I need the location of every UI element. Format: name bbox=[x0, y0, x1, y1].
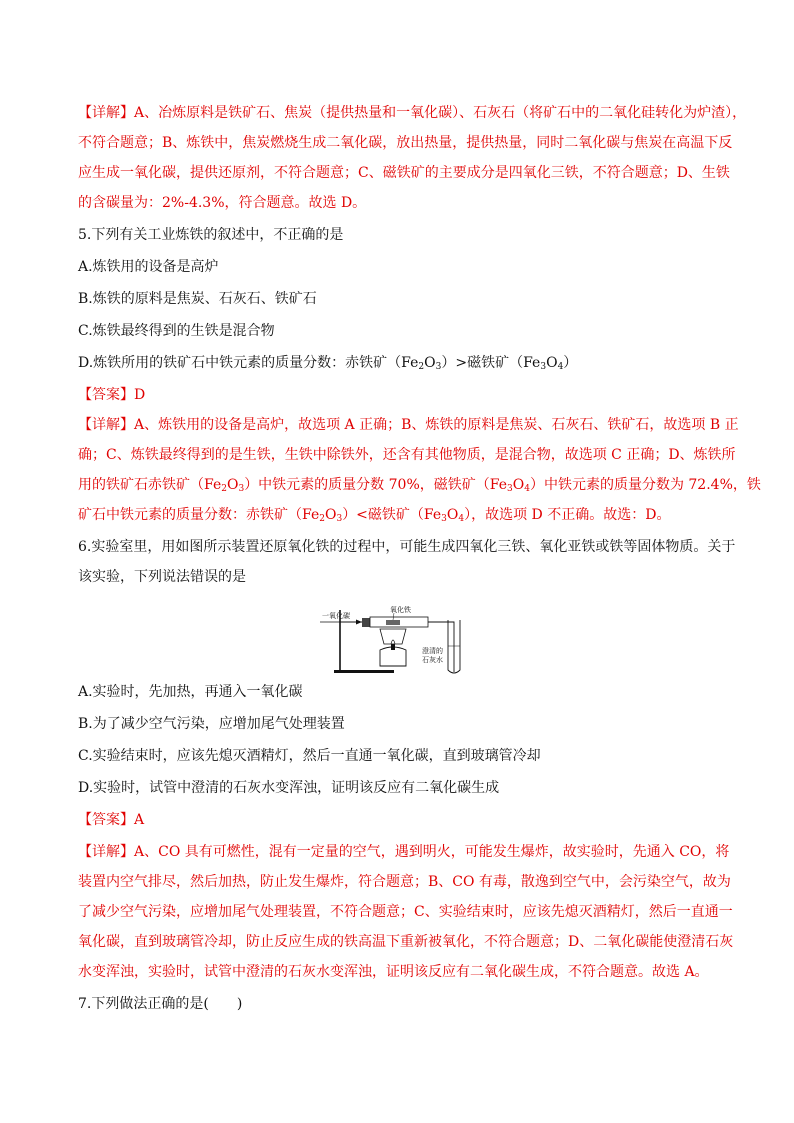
text-segment: 【详解】A、冶炼原料是铁矿石、焦炭（提供热量和一氧化碳）、石灰石（将矿石中的二氧化硅转化为炉渣）， bbox=[78, 105, 747, 121]
apparatus-diagram bbox=[318, 606, 478, 676]
co-reduction-apparatus-figure bbox=[318, 606, 478, 676]
text-segment: 装置内空气排尽，然后加热，防止发生爆炸，符合题意；B、CO 有毒，散逸到空气中，会污染空气，故为 bbox=[78, 874, 731, 890]
subscript: 2 bbox=[319, 514, 325, 524]
rubber-stopper bbox=[362, 618, 370, 627]
text-segment: C.实验结束时，应该先熄灭酒精灯，然后一直通一氧化碳，直到玻璃管冷却 bbox=[78, 748, 541, 764]
text-segment: A.炼铁用的设备是高炉 bbox=[78, 259, 219, 275]
question-5-option-d bbox=[78, 353, 718, 373]
text-segment: 5.下列有关工业炼铁的叙述中，不正确的是 bbox=[78, 227, 344, 243]
question-5-option-b bbox=[78, 289, 718, 309]
explanation-q6-line-4 bbox=[78, 932, 734, 952]
text-segment: 7.下列做法正确的是( ) bbox=[78, 996, 243, 1012]
text-segment: 【答案】D bbox=[78, 387, 146, 403]
question-6-option-a bbox=[78, 682, 718, 702]
text-segment: B.为了减少空气污染，应增加尾气处理装置 bbox=[78, 716, 345, 732]
text-segment: 氧化碳，直到玻璃管冷却，防止反应生成的铁高温下重新被氧化，不符合题意；D、二氧化碳能使澄清石灰 bbox=[78, 934, 734, 950]
subscript: 3 bbox=[507, 484, 513, 494]
explanation-q6-line-2 bbox=[78, 872, 731, 892]
subscript: 3 bbox=[435, 362, 442, 372]
iron-stand-base bbox=[334, 670, 394, 673]
text-segment: 应生成一氧化碳，提供还原剂，不符合题意；C、磁铁矿的主要成分是四氧化三铁，不符合题意；D、生铁 bbox=[78, 165, 730, 181]
text-segment: ） bbox=[563, 355, 578, 371]
ferric-oxide-sample bbox=[386, 620, 400, 625]
text-segment: 了减少空气污染，应增加尾气处理装置，不符合题意；C、实验结束时，应该先熄灭酒精灯，然后一直通一 bbox=[78, 904, 733, 920]
subscript: 3 bbox=[238, 484, 245, 494]
label-fe2o3: 氧化铁 bbox=[390, 606, 411, 614]
text-segment: 确；C、炼铁最终得到的是生铁，生铁中除铁外，还含有其他物质，是混合物，故选项 C 正确；D、炼铁所 bbox=[78, 447, 736, 463]
label-limewater-1: 澄清的 bbox=[422, 647, 443, 655]
text-segment: B.炼铁的原料是焦炭、石灰石、铁矿石 bbox=[78, 291, 317, 307]
text-segment: O bbox=[512, 477, 525, 493]
question-6-option-d bbox=[78, 778, 718, 798]
text-segment: ）中铁元素的质量分数为 72.4%，铁 bbox=[529, 477, 761, 493]
text-segment: O bbox=[226, 477, 239, 493]
explanation-q5-line-1 bbox=[78, 415, 739, 435]
text-segment: O bbox=[424, 355, 436, 371]
question-6-option-b bbox=[78, 714, 718, 734]
answer-q5 bbox=[78, 385, 718, 405]
question-6-option-c bbox=[78, 746, 718, 766]
lamp-wire-gauze bbox=[380, 629, 406, 644]
subscript: 2 bbox=[221, 484, 227, 494]
label-co: 一氧化碳 bbox=[322, 612, 350, 620]
text-segment: D.炼铁所用的铁矿石中铁元素的质量分数：赤铁矿（Fe bbox=[78, 355, 419, 371]
text-segment: 6.实验室里，用如图所示装置还原氧化铁的过程中，可能生成四氧化三铁、氧化亚铁或铁等固体物质。关于 bbox=[78, 539, 736, 555]
question-5-option-c bbox=[78, 321, 718, 341]
text-segment: D.实验时，试管中澄清的石灰水变浑浊，证明该反应有二氧化碳生成 bbox=[78, 780, 500, 796]
question-6-stem-line-2 bbox=[78, 567, 718, 587]
question-7-stem bbox=[78, 994, 718, 1014]
subscript: 4 bbox=[524, 484, 530, 494]
text-segment: O bbox=[324, 507, 337, 523]
question-6-stem-line-1 bbox=[78, 537, 736, 557]
text-segment: 【详解】A、CO 具有可燃性，混有一定量的空气，遇到明火，可能发生爆炸，故实验时，先通入 CO，将 bbox=[78, 844, 730, 860]
subscript: 3 bbox=[441, 514, 447, 524]
explanation-q5-line-4 bbox=[78, 505, 718, 525]
text-segment: 的含碳量为：2%-4.3%，符合题意。故选 D。 bbox=[78, 195, 367, 211]
explanation-q6-line-1 bbox=[78, 842, 730, 862]
text-segment: O bbox=[446, 507, 459, 523]
explanation-q5-line-2 bbox=[78, 445, 736, 465]
text-segment: O bbox=[546, 355, 558, 371]
explanation-q5-line-3 bbox=[78, 475, 761, 495]
text-segment: 不符合题意；B、炼铁中，焦炭燃烧生成二氧化碳，放出热量，提供热量，同时二氧化碳与焦炭在高温下反 bbox=[78, 135, 733, 151]
explanation-q4-line-4 bbox=[78, 193, 718, 213]
lamp-flame bbox=[391, 640, 395, 644]
subscript: 4 bbox=[557, 362, 564, 372]
text-segment: 用的铁矿石赤铁矿（Fe bbox=[78, 477, 222, 493]
text-segment: A.实验时，先加热，再通入一氧化碳 bbox=[78, 684, 303, 700]
explanation-q4-line-3 bbox=[78, 163, 730, 183]
text-segment: ），故选项 D 不正确。故选：D。 bbox=[464, 507, 671, 523]
label-fe2o3-pointer bbox=[393, 613, 394, 620]
explanation-q6-line-3 bbox=[78, 902, 733, 922]
text-segment: ）>磁铁矿（Fe bbox=[441, 355, 541, 371]
text-segment: 【详解】A、炼铁用的设备是高炉，故选项 A 正确；B、炼铁的原料是焦炭、石灰石、铁矿石，故选项 B 正 bbox=[78, 417, 739, 433]
subscript: 3 bbox=[336, 514, 343, 524]
subscript: 2 bbox=[418, 362, 425, 372]
explanation-q4-line-2 bbox=[78, 133, 733, 153]
answer-q6 bbox=[78, 810, 718, 830]
text-segment: ）<磁铁矿（Fe bbox=[342, 507, 442, 523]
question-5-stem bbox=[78, 225, 718, 245]
subscript: 3 bbox=[540, 362, 547, 372]
question-5-option-a bbox=[78, 257, 718, 277]
text-segment: 【答案】A bbox=[78, 812, 145, 828]
text-segment: ）中铁元素的质量分数 70%，磁铁矿（Fe bbox=[244, 477, 507, 493]
text-segment: 矿石中铁元素的质量分数：赤铁矿（Fe bbox=[78, 507, 320, 523]
label-limewater-2: 石灰水 bbox=[422, 656, 443, 664]
text-segment: 该实验，下列说法错误的是 bbox=[78, 569, 246, 585]
text-segment: 水变浑浊，实验时，试管中澄清的石灰水变浑浊，证明该反应有二氧化碳生成，不符合题意。故选 A。 bbox=[78, 964, 709, 980]
explanation-q4-line-1 bbox=[78, 103, 747, 123]
subscript: 4 bbox=[458, 514, 465, 524]
explanation-q6-line-5 bbox=[78, 962, 718, 982]
text-segment: C.炼铁最终得到的生铁是混合物 bbox=[78, 323, 275, 339]
